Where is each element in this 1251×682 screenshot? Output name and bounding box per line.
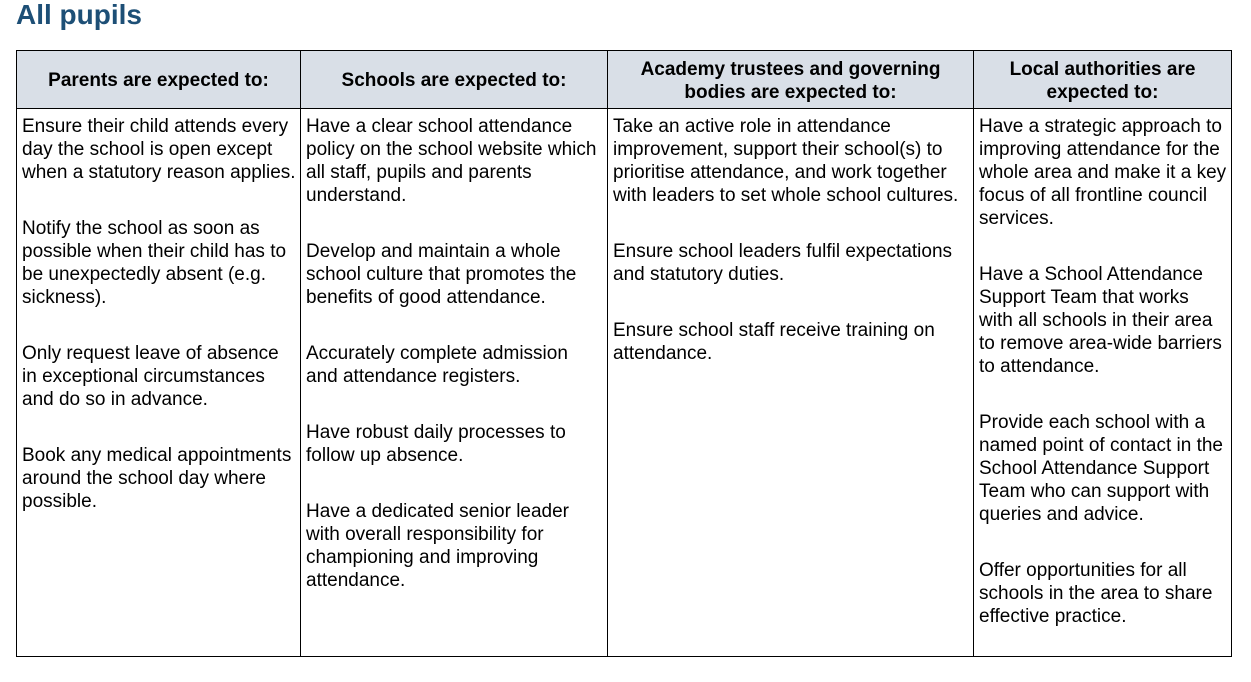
parents-cell: [17, 109, 301, 657]
header-trustees: Academy trustees and governing bodies are expected to:: [608, 51, 974, 109]
parents-expectation: Only request leave of absence in exceptional circumstances and do so in advance.: [22, 343, 279, 410]
header-parents: Parents are expected to:: [17, 51, 301, 109]
parents-expectation: Notify the school as soon as possible when their child has to be unexpectedly absent (e.g. sickness).: [22, 218, 287, 308]
header-local-authorities: Local authorities are expected to:: [974, 51, 1232, 109]
local-authorities-expectation: Provide each school with a named point of contact in the School Attendance Support Team who can support with queries and advice.: [979, 412, 1223, 525]
schools-expectation: Have a dedicated senior leader with overall responsibility for championing and improving attendance.: [306, 501, 570, 591]
local-authorities-cell: [974, 109, 1232, 657]
page-title: All pupils: [16, 0, 142, 30]
schools-cell: [301, 109, 608, 657]
local-authorities-expectation: Have a School Attendance Support Team that works with all schools in their area to remove area-wide barriers to attendance.: [979, 264, 1222, 377]
local-authorities-expectation: Offer opportunities for all schools in the area to share effective practice.: [979, 560, 1213, 627]
parents-expectation: Ensure their child attends every day the school is open except when a statutory reason applies.: [22, 116, 296, 183]
schools-expectation: Develop and maintain a whole school culture that promotes the benefits of good attendance.: [306, 241, 577, 308]
trustees-cell: [608, 109, 974, 657]
schools-expectation: Have a clear school attendance policy on the school website which all staff, pupils and parents understand.: [306, 116, 597, 206]
trustees-expectation: Take an active role in attendance improvement, support their school(s) to prioritise attendance, and work together with leaders to set whole school cultures.: [613, 116, 959, 206]
responsibilities-table: [16, 50, 1232, 657]
trustees-expectation: Ensure school leaders fulfil expectations and statutory duties.: [613, 241, 953, 285]
schools-expectation: Have robust daily processes to follow up absence.: [306, 422, 566, 466]
parents-expectation: Book any medical appointments around the school day where possible.: [22, 445, 292, 512]
trustees-expectation: Ensure school staff receive training on attendance.: [613, 320, 935, 364]
schools-expectation: Accurately complete admission and attendance registers.: [306, 343, 568, 387]
local-authorities-expectation: Have a strategic approach to improving attendance for the whole area and make it a key focus of all frontline council services.: [979, 116, 1227, 229]
header-schools: Schools are expected to:: [301, 51, 608, 109]
table-header-row: [17, 51, 1232, 109]
table-row: [17, 109, 1232, 657]
